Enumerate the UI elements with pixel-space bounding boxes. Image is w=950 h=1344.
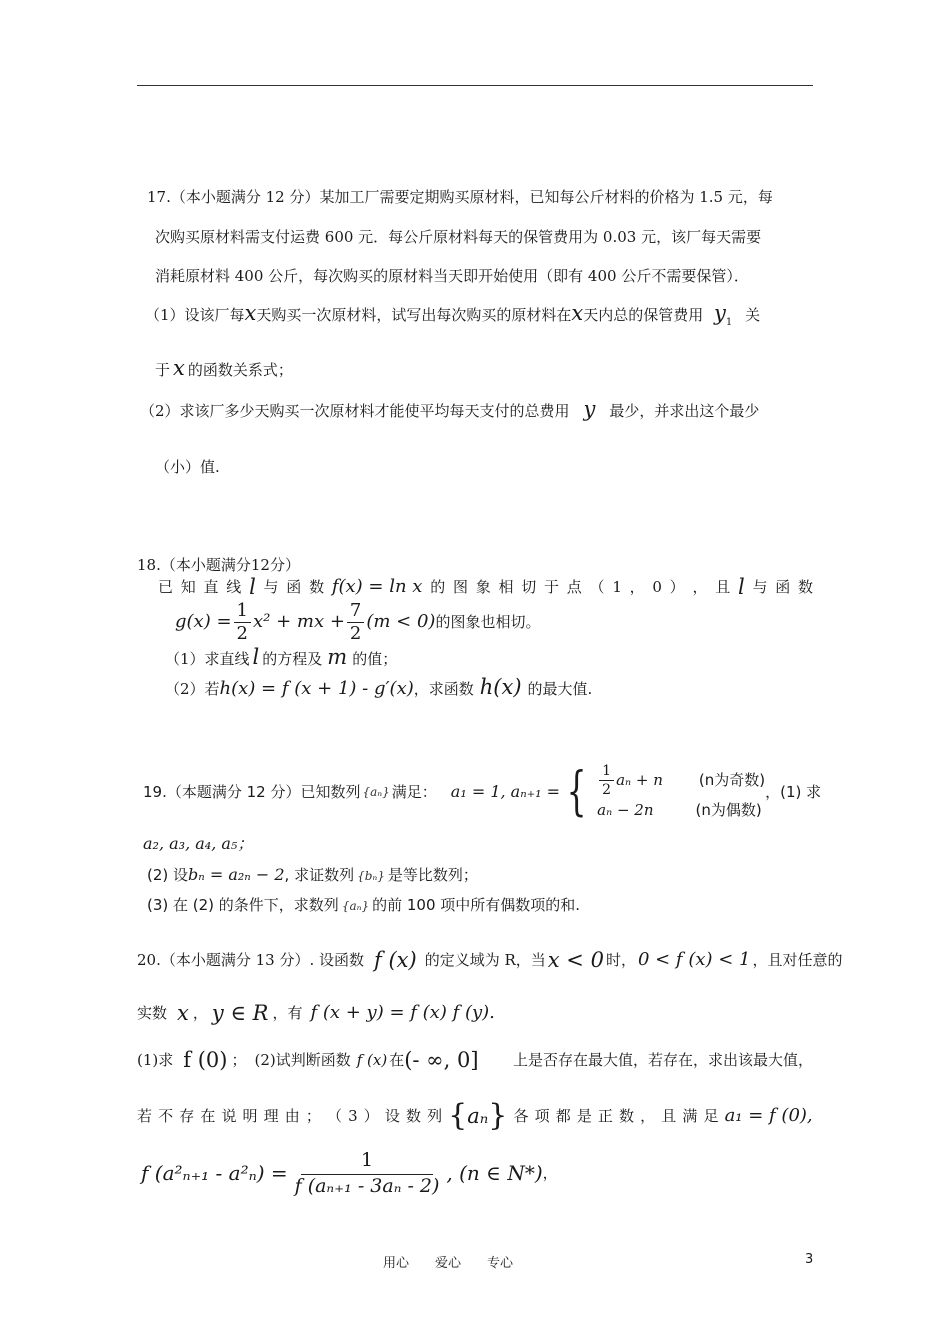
q20-text: 实数 <box>137 1004 168 1022</box>
formula-fx: f (x) <box>356 1051 388 1069</box>
q19-text: (3) 在 (2) 的条件下，求数列 <box>147 896 339 914</box>
formula-h-x: h(x) <box>479 675 522 699</box>
q20-text: (1)求 <box>137 1051 174 1069</box>
q18-line-3 <box>175 600 540 644</box>
set-an-braced: { aₙ } <box>448 1098 508 1133</box>
var-x: x <box>571 301 584 325</box>
q20-line-1 <box>137 942 843 978</box>
q20-text: ，有 <box>272 1004 303 1022</box>
q20-text: 在 <box>389 1051 405 1069</box>
q18-text: （2）若 <box>165 680 220 698</box>
formula-x-lt-0: x < 0 <box>547 948 604 972</box>
q20-char: ， <box>640 1107 656 1125</box>
q18-char: （ <box>589 578 605 596</box>
q17-text: 天购买一次原材料，试写出每次购买的原材料在 <box>256 306 572 324</box>
q19-line-1 <box>143 758 822 826</box>
formula-bn: bₙ = a₂ₙ − 2 <box>188 865 285 884</box>
var-y1: $y_1$ <box>714 301 733 329</box>
q20-text: (2)试判断函数 <box>254 1051 351 1069</box>
q20-char: 若 <box>137 1107 153 1125</box>
var-x: x <box>177 1001 189 1025</box>
q17-text: 的函数关系式； <box>187 361 293 379</box>
q19-line-4 <box>147 894 580 917</box>
q17-text: （1）设该厂每 <box>145 306 245 324</box>
formula-f0: f (0) <box>183 1048 228 1072</box>
q20-char: （ <box>326 1107 342 1125</box>
q19-text: , 求证数列 <box>284 866 355 884</box>
q19-text: (2) 设 <box>147 866 189 884</box>
q18-char: 数 <box>797 578 813 596</box>
q18-char: 点 <box>566 578 582 596</box>
q20-text: ，且对任意的 <box>752 951 843 969</box>
q18-char: 于 <box>544 578 560 596</box>
q17-text: 于 <box>155 361 171 379</box>
var-l: l <box>737 575 745 599</box>
q18-line-4 <box>165 646 397 670</box>
set-an: {aₙ} <box>341 899 370 913</box>
q18-char: 图 <box>452 578 468 596</box>
q17-line-7: （小）值. <box>155 458 220 476</box>
q17-line-2: 次购买原材料需支付运费 600 元．每公斤原材料每天的保管费用为 0.03 元，该厂每天需要 <box>155 228 762 246</box>
q18-text: （1）求直线 <box>165 650 250 668</box>
q20-line-3 <box>137 1044 813 1076</box>
q17-line-5 <box>155 357 293 381</box>
q20-char: 满 <box>682 1107 698 1125</box>
formula-f-ln: f(x) = ln x <box>331 576 423 597</box>
q17-line-4 <box>145 302 760 334</box>
q17-line-3: 消耗原材料 400 公斤，每次购买的原材料当天即开始使用（即有 400 公斤不需要保管）． <box>155 267 749 285</box>
q20-char: 数 <box>405 1107 421 1125</box>
q18-char: 知 <box>180 578 196 596</box>
q18-text: 的最大值. <box>527 680 593 698</box>
formula-fx: f (x) <box>374 948 417 972</box>
q20-char: 在 <box>200 1107 216 1125</box>
formula-functional-eq: f (x + y) = f (x) f (y). <box>310 1002 495 1023</box>
formula-h: h(x) = f (x + 1) - g′(x) <box>219 678 414 699</box>
formula-g: g(x) = <box>175 611 232 632</box>
q20-char: ； <box>305 1107 321 1125</box>
q20-text: 上是否存在最大值，若存在，求出该最大值， <box>512 1051 813 1069</box>
formula-y-in-r: y ∈ R <box>211 1001 269 1025</box>
q18-char: 切 <box>521 578 537 596</box>
q18-char: 相 <box>498 578 514 596</box>
q17-text: 关 <box>745 306 761 324</box>
footer-slogan: 用心 爱心 专心 <box>383 1256 514 1271</box>
q20-text: 的定义域为 R，当 <box>424 951 546 969</box>
q20-char: 存 <box>179 1107 195 1125</box>
q19-text: 满足： <box>391 783 437 801</box>
case-odd-expr: aₙ + n <box>616 771 663 789</box>
formula-lhs: f (a²ₙ₊₁ - a²ₙ) = <box>141 1161 288 1185</box>
q20-char: 正 <box>597 1107 613 1125</box>
q20-char: 不 <box>158 1107 174 1125</box>
q20-char: 由 <box>284 1107 300 1125</box>
q18-char: 与 <box>263 578 279 596</box>
case-even-cond: (n为偶数) <box>695 800 762 819</box>
q18-text: 的值； <box>352 650 398 668</box>
q17-line-1: 17.（本小题满分 12 分）某加工厂需要定期购买原材料，已知每公斤材料的价格为 1.5 元，每 <box>147 188 773 206</box>
q18-char: 直 <box>203 578 219 596</box>
page-number: 3 <box>805 1252 814 1267</box>
var-l: l <box>249 575 256 599</box>
q20-char: 理 <box>263 1107 279 1125</box>
q18-text: 的图象也相切。 <box>435 613 541 631</box>
q17-text: （2）求该厂多少天购买一次原材料才能使平均每天支付的总费用 <box>140 402 570 420</box>
formula-g: x² + mx + <box>252 611 345 632</box>
case-even-expr: aₙ − 2n <box>597 800 654 819</box>
var-m: m <box>327 645 348 669</box>
q18-char: 且 <box>715 578 731 596</box>
formula-interval: (- ∞, 0] <box>404 1048 479 1072</box>
piecewise <box>560 764 765 821</box>
q19-text: 的前 100 项中所有偶数项的和. <box>372 896 581 914</box>
q20-char: 数 <box>619 1107 635 1125</box>
formula-fx-range: 0 < f (x) < 1 <box>637 949 751 970</box>
formula-g-cond: (m < 0) <box>366 611 436 632</box>
q20-char: 各 <box>513 1107 529 1125</box>
var-x: x <box>244 301 257 325</box>
q19-line-3 <box>147 864 478 887</box>
fraction-den: f (aₙ₊₁ - 3aₙ - 2) <box>294 1174 440 1197</box>
q20-text: ， <box>192 1004 208 1022</box>
q17-text: 最少，并求出这个最少 <box>609 402 760 420</box>
brace-icon: { <box>566 762 587 822</box>
fraction-seven-half: $\frac{7}{2}$ <box>347 602 364 643</box>
case-odd: $\frac{1}{2}$ aₙ + n (n为奇数) <box>597 764 765 797</box>
q18-char: ， <box>629 578 645 596</box>
q17-text: 天内总的保管费用 <box>583 306 704 324</box>
header-rule <box>137 85 813 86</box>
q20-line-5 <box>141 1143 558 1203</box>
q18-line-2 <box>158 576 813 598</box>
q18-char: 的 <box>430 578 446 596</box>
q18-char: 1 <box>612 578 622 596</box>
var-l: l <box>252 645 260 669</box>
q18-text: ，求函数 <box>413 680 474 698</box>
q20-line-4 <box>137 1096 813 1136</box>
q18-char: 函 <box>775 578 791 596</box>
q20-text: ， <box>542 1164 558 1182</box>
q18-line-5 <box>165 676 592 700</box>
q20-char: 设 <box>384 1107 400 1125</box>
var-y: y <box>583 397 596 421</box>
q20-char: 项 <box>534 1107 550 1125</box>
q19-text: 19.（本题满分 12 分）已知数列 <box>143 783 361 801</box>
q20-char: 且 <box>661 1107 677 1125</box>
q20-char: 列 <box>427 1107 443 1125</box>
fraction-half: $\frac{1}{2}$ <box>234 602 251 643</box>
q19-line-2: a₂, a₃, a₄, a₅； <box>143 834 254 853</box>
formula-recurrence: a₁ = 1, aₙ₊₁ = <box>450 782 561 801</box>
q18-char: 线 <box>226 578 242 596</box>
q20-char: 是 <box>576 1107 592 1125</box>
formula-a1: a₁ = f (0), <box>724 1105 813 1126</box>
q20-char: 明 <box>242 1107 258 1125</box>
q20-text: 20.（本小题满分 13 分）. 设函数 <box>137 951 365 969</box>
q18-text: 的方程及 <box>262 650 323 668</box>
q18-char: ， <box>692 578 708 596</box>
q20-text: ； <box>231 1051 247 1069</box>
q19-text: ，(1) 求 <box>765 783 822 801</box>
set-bn: {bₙ} <box>357 869 385 883</box>
q20-char: ） <box>363 1107 379 1125</box>
fraction-rhs <box>292 1148 443 1197</box>
q18-char: 与 <box>752 578 768 596</box>
q20-char: 说 <box>221 1107 237 1125</box>
q18-char: 象 <box>475 578 491 596</box>
q17-line-6 <box>140 398 759 422</box>
q20-text: 时， <box>605 951 636 969</box>
q18-char: 数 <box>309 578 325 596</box>
q18-char: ） <box>669 578 685 596</box>
q19-text: 是等比数列； <box>387 866 478 884</box>
q18-char: 已 <box>158 578 174 596</box>
var-x: x <box>173 356 185 380</box>
q18-line-1: 18.（本小题满分12分） <box>137 556 300 574</box>
q20-line-2 <box>137 996 495 1030</box>
q20-char: 3 <box>348 1107 358 1125</box>
case-even <box>597 799 765 821</box>
q18-char: 0 <box>652 578 662 596</box>
q18-char: 函 <box>286 578 302 596</box>
q20-char: 足 <box>703 1107 719 1125</box>
set-an: {aₙ} <box>362 785 390 799</box>
q20-char: 都 <box>555 1107 571 1125</box>
case-odd-cond: (n为奇数) <box>698 771 766 789</box>
formula-domain: , (n ∈ N*) <box>446 1161 543 1185</box>
fraction-num: 1 <box>301 1151 433 1175</box>
